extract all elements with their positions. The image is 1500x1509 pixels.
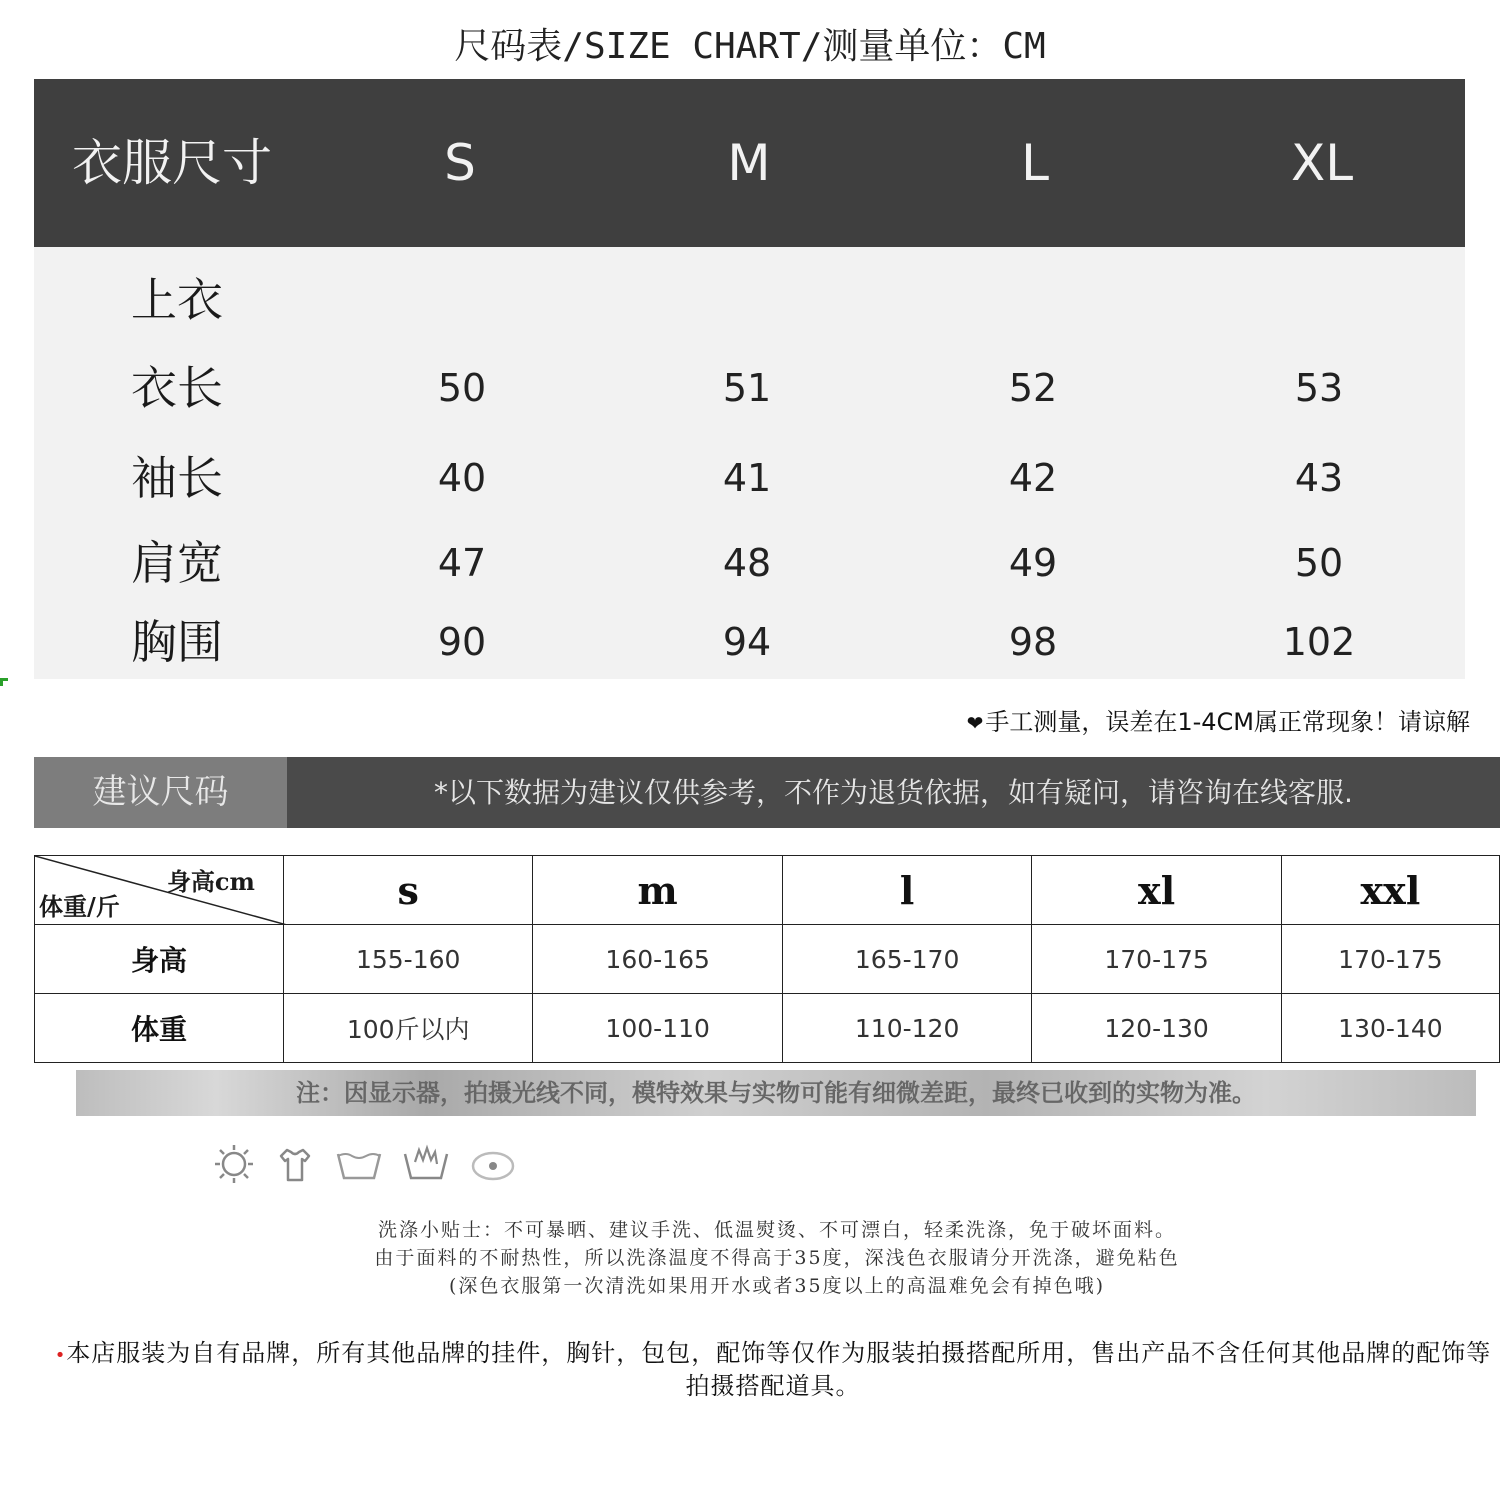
cell-value: 50	[437, 366, 487, 410]
measurement-row	[34, 348, 1465, 428]
size-chart-header	[34, 79, 1465, 247]
corner-label: 衣服尺寸	[72, 134, 272, 192]
height-axis-label: 身高cm	[166, 867, 255, 896]
size-header: s	[283, 856, 532, 925]
cell-value: 43	[1294, 456, 1344, 500]
row-label: 袖长	[131, 451, 223, 505]
size-header: m	[533, 856, 782, 925]
row-label: 胸围	[131, 615, 223, 669]
cell-value: 53	[1294, 366, 1344, 410]
banner-disclaimer: *以下数据为建议仅供参考，不作为退货依据，如有疑问，请咨询在线客服.	[434, 776, 1353, 809]
cell-value: 47	[437, 541, 487, 585]
size-header: S	[444, 134, 476, 192]
recommendation-table	[34, 855, 1500, 1063]
table-row	[35, 994, 1500, 1063]
measure-note-text: 手工测量，误差在1-4CM属正常现象！请谅解	[985, 708, 1470, 736]
cell-value: 98	[1008, 620, 1058, 664]
table-row	[35, 925, 1500, 994]
cell-value: 100-110	[533, 994, 782, 1063]
cell-value: 52	[1008, 366, 1058, 410]
section-row	[34, 260, 1465, 340]
measure-note	[967, 702, 1470, 737]
cell-value: 49	[1008, 541, 1058, 585]
cell-value: 170-175	[1281, 925, 1499, 994]
cell-value: 170-175	[1032, 925, 1281, 994]
size-header: l	[782, 856, 1031, 925]
row-label: 衣长	[131, 361, 223, 415]
row-label: 肩宽	[131, 536, 223, 590]
size-header: M	[727, 134, 771, 192]
tumble-icon	[468, 1142, 518, 1186]
shirt-icon	[273, 1142, 317, 1186]
hand-wash-icon	[401, 1142, 451, 1186]
cell-value: 40	[437, 456, 487, 500]
washing-tip-line: 洗涤小贴士：不可暴晒、建议手洗、低温熨烫、不可漂白，轻柔洗涤，免于破坏面料。	[377, 1219, 1176, 1241]
size-header: L	[1021, 134, 1049, 192]
cell-value: 130-140	[1281, 994, 1499, 1063]
weight-axis-label: 体重/斤	[39, 892, 120, 921]
section-label: 上衣	[131, 273, 223, 327]
cell-value: 102	[1282, 620, 1356, 664]
measurement-row	[34, 602, 1465, 682]
cell-value: 48	[722, 541, 772, 585]
measurement-row	[34, 438, 1465, 518]
cell-value: 110-120	[782, 994, 1031, 1063]
page-title: 尺码表/SIZE CHART/测量单位：CM	[454, 26, 1046, 67]
heart-icon: ❤	[966, 711, 984, 735]
bullet-dot: •	[54, 1345, 67, 1366]
corner-mark	[0, 678, 8, 686]
cell-value: 51	[722, 366, 772, 410]
row-label: 身高	[35, 925, 284, 994]
cell-value: 90	[437, 620, 487, 664]
cell-value: 100斤以内	[283, 994, 532, 1063]
size-header: XL	[1290, 134, 1354, 192]
sun-icon	[212, 1142, 256, 1186]
cell-value: 155-160	[283, 925, 532, 994]
banner-title: 建议尺码	[34, 757, 287, 828]
row-label: 体重	[35, 994, 284, 1063]
cell-value: 94	[722, 620, 772, 664]
cell-value: 160-165	[533, 925, 782, 994]
cell-value: 41	[722, 456, 772, 500]
washing-tip-line: (深色衣服第一次清洗如果用开水或者35度以上的高温难免会有掉色哦)	[448, 1275, 1105, 1297]
cell-value: 42	[1008, 456, 1058, 500]
washing-tip-line: 由于面料的不耐热性，所以洗涤温度不得高于35度，深浅色衣服请分开洗涤，避免粘色	[374, 1247, 1180, 1269]
wash-basin-icon	[334, 1142, 384, 1186]
brand-note	[46, 1338, 1500, 1402]
size-header: xxl	[1281, 856, 1499, 925]
suggested-size-banner	[34, 757, 1500, 828]
cell-value: 50	[1294, 541, 1344, 585]
care-icons	[212, 1142, 530, 1186]
size-chart-body	[34, 247, 1465, 679]
display-disclaimer: 注：因显示器，拍摄光线不同，模特效果与实物可能有细微差距，最终已收到的实物为准。	[76, 1070, 1476, 1116]
washing-tips	[0, 1216, 1500, 1300]
size-header: xl	[1032, 856, 1281, 925]
brand-note-text: 本店服装为自有品牌，所有其他品牌的挂件，胸针，包包，配饰等仅作为服装拍摄搭配所用，售出产品不含任何其他品牌的配饰等拍摄搭配道具。	[66, 1339, 1492, 1400]
cell-value: 165-170	[782, 925, 1031, 994]
cell-value: 120-130	[1032, 994, 1281, 1063]
measurement-row	[34, 523, 1465, 603]
table-header-row	[35, 856, 1500, 925]
diagonal-header-cell	[35, 856, 284, 925]
